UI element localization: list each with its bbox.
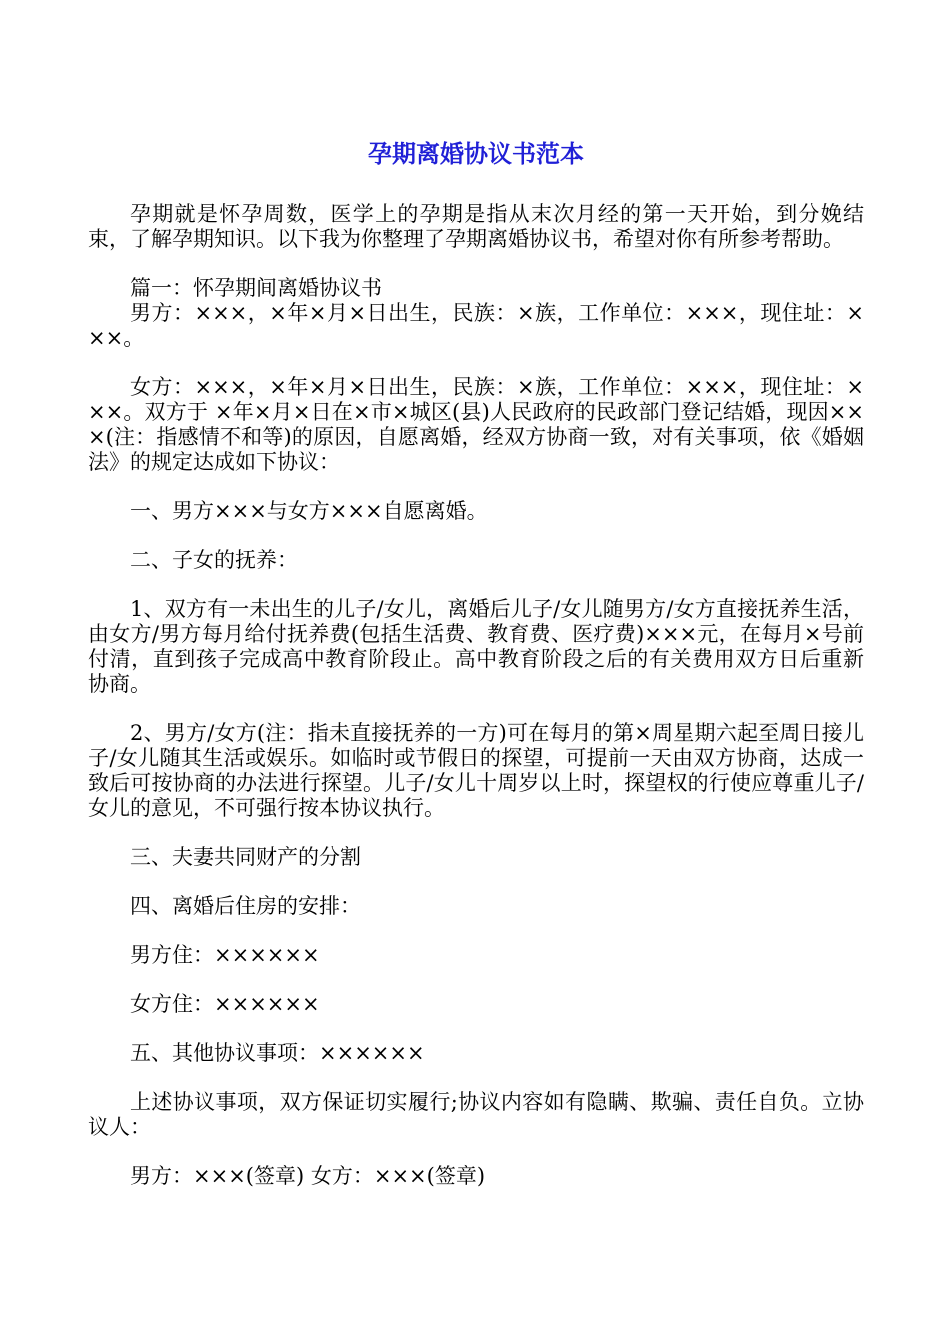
clause-4: 四、离婚后住房的安排： — [130, 894, 361, 918]
closing-statement: 上述协议事项，双方保证切实履行;协议内容如有隐瞒、欺骗、责任自负。立协议人： — [88, 1090, 864, 1139]
clause-1: 一、男方×××与女方×××自愿离婚。 — [130, 499, 488, 523]
female-residence: 女方住：×××××× — [130, 992, 320, 1016]
signature-line: 男方：×××(签章) 女方：×××(签章) — [130, 1164, 486, 1188]
male-residence: 男方住：×××××× — [130, 943, 320, 967]
clause-5: 五、其他协议事项：×××××× — [130, 1041, 425, 1065]
document-page — [88, 130, 864, 1189]
clause-2-item-1: 1、双方有一未出生的儿子/女儿，离婚后儿子/女儿随男方/女方直接抚养生活，由女方/男方每月给付抚养费(包括生活费、教育费、医疗费)×××元，在每月×号前付清，直到孩子完成高中教育阶段止。高中教育阶段之后的有关费用双方日后重新协商。 — [88, 597, 864, 696]
document-title: 孕期离婚协议书范本 — [368, 140, 584, 168]
female-party-info: 女方：×××，×年×月×日出生，民族：×族，工作单位：×××，现住址：×××。双方于 ×年×月×日在×市×城区(县)人民政府的民政部门登记结婚，现因×××(注：指感情不和等)的原因，自愿离婚，经双方协商一致，对有关事项，依《婚姻法》的规定达成如下协议： — [88, 375, 864, 474]
clause-3: 三、夫妻共同财产的分割 — [130, 845, 361, 869]
intro-paragraph: 孕期就是怀孕周数，医学上的孕期是指从末次月经的第一天开始，到分娩结束，了解孕期知识。以下我为你整理了孕期离婚协议书，希望对你有所参考帮助。 — [88, 202, 864, 251]
male-party-info: 男方：×××，×年×月×日出生，民族：×族，工作单位：×××，现住址：×××。 — [88, 301, 864, 350]
section-heading: 篇一：怀孕期间离婚协议书 — [130, 276, 382, 300]
clause-2: 二、子女的抚养： — [130, 548, 298, 572]
clause-2-item-2: 2、男方/女方(注：指未直接抚养的一方)可在每月的第×周星期六起至周日接儿子/女儿随其生活或娱乐。如临时或节假日的探望，可提前一天由双方协商，达成一致后可按协商的办法进行探望。儿子/女儿十周岁以上时，探望权的行使应尊重儿子/女儿的意见，不可强行按本协议执行。 — [88, 721, 864, 820]
